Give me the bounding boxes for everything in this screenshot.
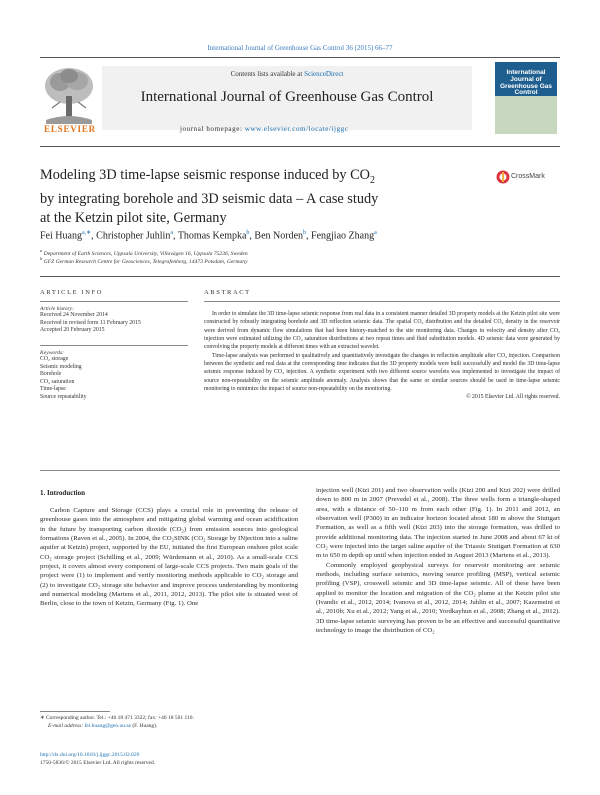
header-bottom-rule bbox=[40, 146, 560, 147]
history-received: Received 24 November 2014 bbox=[40, 312, 108, 318]
doi-block bbox=[40, 752, 155, 767]
keyword-item: Borehole bbox=[40, 371, 62, 378]
intro-right-paragraph-1: injection well (Ktzi 201) and two observation wells (Ktzi 200 and Ktzi 202) were drilled down to 800 m in 2007 (Prevedel et al., 2008). The three wells form a triangle-shaped area, with a distance of 50–110 m from each other (Fig. 1). In 2011 and 2012, an observation well (P300) in an indicator horizon located about 180 m above the Stuttgart Formation, as well as a fifth well (Ktzi 203) into the storage formation, was drilled to provide additional monitoring data. The injection started in June 2008 and about 67 kt of CO₂ were injected into the target saline aquifer of the Triassic Stuttgart Formation at 630 m to 650 m depth up until when injection ended in August 2013 (Martens et al., 2013). bbox=[316, 487, 560, 560]
author-affiliation-marker[interactable]: a bbox=[170, 230, 173, 236]
author-name[interactable]: Christopher Juhlin bbox=[96, 230, 171, 242]
sciencedirect-link[interactable]: ScienceDirect bbox=[304, 70, 344, 78]
contents-prefix: Contents lists available at bbox=[230, 70, 305, 78]
title-line-3: at the Ketzin pilot site, Germany bbox=[40, 209, 227, 226]
author-separator: , bbox=[249, 230, 255, 242]
issn-line: 1750-5836/© 2015 Elsevier Ltd. All rights reserved. bbox=[40, 759, 156, 766]
affiliation-a-marker: a bbox=[40, 248, 43, 253]
journal-cover-thumbnail[interactable] bbox=[495, 62, 557, 134]
abstract-bottom-rule bbox=[40, 470, 560, 471]
abstract-rule bbox=[204, 301, 560, 302]
intro-left-column bbox=[40, 506, 298, 609]
author-list bbox=[40, 229, 377, 241]
doi-link[interactable]: http://dx.doi.org/10.1016/j.ijggc.2015.02.020 bbox=[40, 752, 140, 758]
article-info-rule bbox=[40, 301, 188, 302]
crossmark-badge[interactable] bbox=[496, 170, 545, 189]
journal-homepage bbox=[180, 125, 348, 133]
footnote-rule bbox=[40, 711, 110, 712]
email-link[interactable]: fei.huang@geo.uu.se bbox=[84, 722, 131, 729]
abstract-paragraph-1: In order to simulate the 3D time-lapse seismic response from real data in a consistent manner detailed 3D property models at the Ketzin pilot site were constructed by robustly integrating borehole and 3D reflection seismic data. The spatial CO₂ distribution and the detailed CO₂ density in the reservoir were derived from dynamic flow simulations that had been history-matched to the site monitoring data. Changes in velocity and density after CO₂ injection were estimated utilizing the CO₂ saturation distributions at two repeat times and fluid substitution models. 4D seismic data were generated by convolving the property models at different times with an extracted wavelet. bbox=[204, 311, 560, 351]
crossmark-label: CrossMark bbox=[511, 173, 545, 180]
keyword-item: CO₂ saturation bbox=[40, 378, 75, 385]
affiliation-rule bbox=[40, 276, 560, 277]
header-top-rule bbox=[40, 57, 560, 58]
affiliation-b bbox=[40, 256, 248, 265]
intro-left-paragraph: Carbon Capture and Storage (CCS) plays a crucial role in preventing the release of greenhouse gases into the atmosphere and mitigating global warming and ocean acidification in the future by transporting carbon dioxide (CO₂) from emission sources into geological formations (Raven et al., 2005). In 2004, the CO₂SINK (CO₂ Storage by INjection into a saline aquifer at Ketzin) project, supported by the EU, initiated the first European onshore pilot scale CO₂ storage project (Schilling et al., 2009; Würdemann et al., 2010). As a small-scale CCS project, it covers almost every component of large-scale CCS projects. Two main goals of the project were (1) to implement and verify monitoring methods applicable to CO₂ storage and (2) to investigate CO₂ storage site behavior and improve process understanding by monitoring and numerical modeling (Martens et al., 2011, 2012, 2013). The pilot site is situated west of Berlin, close to the town of Ketzin, Germany (Fig. 1). One bbox=[40, 507, 298, 608]
keyword-item: CO₂ storage bbox=[40, 356, 69, 362]
author-affiliation-marker[interactable]: a bbox=[374, 230, 377, 236]
title-line-1: Modeling 3D time-lapse seismic response induced by CO bbox=[40, 167, 370, 183]
crossmark-icon bbox=[496, 170, 510, 184]
cover-title: International Journal of Greenhouse Gas Control bbox=[499, 69, 553, 97]
article-history bbox=[40, 306, 190, 335]
keyword-item: Source repeatability bbox=[40, 393, 87, 400]
intro-right-paragraph-2: Commonly employed geophysical surveys for reservoir monitoring are seismic methods, including surface seismics, moving source profiling (MSP), vertical seismic profiling (VSP), crosswell seismic and 3D time-lapse seismic. All of these have been applied to monitor the location and migration of the CO₂ plume at the Ketzin pilot site (Ivandic et al., 2012, 2014; Ivanova et al., 2012, 2014; Juhlin et al., 2007; Kazemeini et al., 2010b; Xu et al., 2012; Yang et al., 2010; Yordkayhun et al., 2008; Zhang et al., 2012). 3D time-lapse seismic surveying has proven to be an effective and successful quantitative technology to image the distribution of CO₂ bbox=[316, 561, 560, 635]
history-revised: Received in revised form 11 February 2015 bbox=[40, 319, 141, 326]
abstract-paragraph-2: Time-lapse analysis was performed to qualitatively and quantitatively investigate the changes in reflection amplitude after CO₂ injection. Comparison between the synthetic and real data at the corresponding time indicates that the 3D property models were built successfully and model the 3D time-lapse seismic response induced by CO₂ injection. A synthetic experiment with two different source wavelets was implemented to investigate the impact of source non-repeatability on the seismic amplitude anomaly. Analysis shows that the same or similar sources should be used in time-lapse seismic monitoring to minimize the impact of source non-repeatability on the monitoring. bbox=[204, 352, 560, 393]
email-label: E-mail address: bbox=[48, 722, 85, 729]
history-label: Article history: bbox=[40, 306, 75, 312]
author-separator: , bbox=[91, 230, 97, 242]
elsevier-wordmark: ELSEVIER bbox=[44, 124, 96, 134]
affiliation-b-text: GFZ German Research Centre for Geosciences, Telegrafenberg, 14473 Potsdam, Germany bbox=[43, 258, 248, 265]
contents-line bbox=[40, 70, 534, 78]
journal-reference[interactable]: International Journal of Greenhouse Gas Control 36 (2015) 66–77 bbox=[207, 44, 393, 52]
author-separator: , bbox=[306, 230, 312, 242]
keywords-rule bbox=[40, 345, 188, 346]
author-name[interactable]: Fei Huang bbox=[40, 230, 82, 242]
corresponding-author: ∗ Corresponding author. Tel.: +46 18 471 3322; fax: +46 18 501 110. bbox=[40, 715, 194, 721]
author-affiliation-marker[interactable]: b bbox=[246, 230, 250, 236]
email-suffix: (F. Huang). bbox=[130, 722, 158, 729]
keyword-item: Time-lapse bbox=[40, 386, 66, 393]
history-accepted: Accepted 20 February 2015 bbox=[40, 327, 105, 334]
abstract-copyright: © 2015 Elsevier Ltd. All rights reserved. bbox=[466, 394, 560, 401]
author-name[interactable]: Thomas Kempka bbox=[177, 230, 247, 242]
article-title bbox=[40, 166, 480, 228]
cover-image bbox=[495, 96, 557, 134]
author-name[interactable]: Fengjiao Zhang bbox=[311, 230, 375, 242]
title-line-2: by integrating borehole and 3D seismic data – A case study bbox=[40, 190, 379, 207]
abstract-heading: ABSTRACT bbox=[204, 289, 251, 296]
homepage-link[interactable]: www.elsevier.com/locate/ijggc bbox=[244, 125, 349, 133]
section-heading-introduction: 1. Introduction bbox=[40, 489, 85, 497]
keywords-block bbox=[40, 350, 190, 402]
title-subscript: 2 bbox=[369, 174, 375, 186]
author-separator: , bbox=[173, 230, 178, 242]
journal-header bbox=[40, 58, 560, 138]
affiliation-b-marker: b bbox=[40, 256, 43, 261]
footnote bbox=[40, 715, 194, 730]
author-affiliation-marker[interactable]: b bbox=[303, 230, 307, 236]
homepage-label: journal homepage: bbox=[180, 125, 245, 133]
keyword-item: Seismic modeling bbox=[40, 363, 82, 370]
article-info-heading: ARTICLE INFO bbox=[40, 289, 104, 296]
journal-title: International Journal of Greenhouse Gas Control bbox=[140, 89, 434, 105]
intro-right-column bbox=[316, 486, 560, 636]
keywords-label: Keywords: bbox=[40, 350, 65, 356]
abstract-body bbox=[204, 310, 560, 402]
author-name[interactable]: Ben Norden bbox=[254, 230, 304, 242]
email-line bbox=[40, 723, 194, 731]
author-affiliation-marker[interactable]: a,∗ bbox=[81, 230, 92, 236]
affiliation-a-text: Department of Earth Sciences, Uppsala University, Villavägen 16, Uppsala 75236, Sweden bbox=[43, 250, 248, 257]
